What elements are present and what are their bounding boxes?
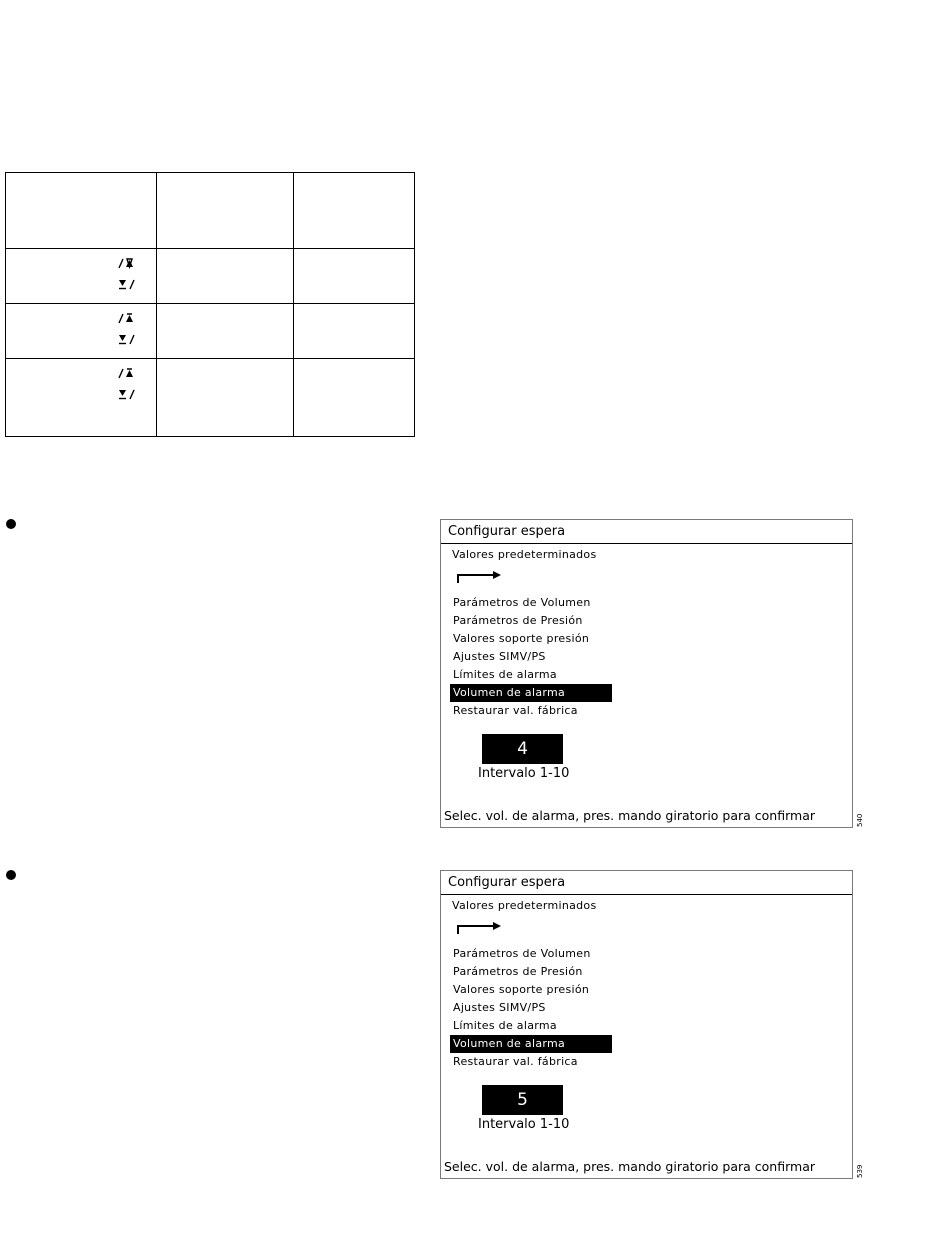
- settings-table: [5, 172, 415, 437]
- table-row-divider: [6, 248, 414, 249]
- decrease-key-icon: [118, 388, 136, 400]
- table-column-divider: [293, 173, 294, 436]
- settings-menu: [450, 945, 612, 1071]
- screen-title-bar: [441, 871, 852, 895]
- menu-item-simv-ps[interactable]: Ajustes SIMV/PS: [453, 1001, 546, 1014]
- table-row-divider: [6, 358, 414, 359]
- arrow-right-icon: [455, 569, 503, 583]
- range-label: Intervalo 1-10: [478, 766, 570, 781]
- step-bullet: [6, 870, 16, 880]
- menu-item-pressure-params[interactable]: Parámetros de Presión: [453, 614, 583, 627]
- screen-title: Configurar espera: [448, 875, 566, 890]
- step-bullet: [6, 519, 16, 529]
- defaults-label: Valores predeterminados: [452, 899, 597, 912]
- menu-item-pressure-support[interactable]: Valores soporte presión: [453, 632, 590, 645]
- menu-item-restore-defaults[interactable]: Restaurar val. fábrica: [453, 1055, 578, 1068]
- menu-item-simv-ps[interactable]: Ajustes SIMV/PS: [453, 650, 546, 663]
- figure-number: 539: [856, 1164, 864, 1178]
- arrow-right-icon: [455, 920, 503, 934]
- hint-text: Selec. vol. de alarma, pres. mando giratorio para confirmar: [444, 1159, 815, 1174]
- menu-item-pressure-support[interactable]: Valores soporte presión: [453, 983, 590, 996]
- range-label: Intervalo 1-10: [478, 1117, 570, 1132]
- decrease-key-icon: [118, 278, 136, 290]
- screen-title: Configurar espera: [448, 524, 566, 539]
- table-column-divider: [156, 173, 157, 436]
- standby-config-screen: [440, 519, 853, 828]
- menu-item-volume-params[interactable]: Parámetros de Volumen: [453, 947, 591, 960]
- figure-number: 540: [856, 813, 864, 827]
- alarm-volume-value[interactable]: 4: [482, 734, 563, 764]
- defaults-label: Valores predeterminados: [452, 548, 597, 561]
- table-row-divider: [6, 303, 414, 304]
- decrease-key-icon: [118, 333, 136, 345]
- menu-item-volume-params[interactable]: Parámetros de Volumen: [453, 596, 591, 609]
- increase-key-icon: [118, 312, 136, 324]
- menu-item-restore-defaults[interactable]: Restaurar val. fábrica: [453, 704, 578, 717]
- menu-item-alarm-volume[interactable]: Volumen de alarma: [450, 684, 612, 702]
- menu-item-alarm-limits[interactable]: Límites de alarma: [453, 668, 557, 681]
- menu-item-pressure-params[interactable]: Parámetros de Presión: [453, 965, 583, 978]
- menu-item-alarm-limits[interactable]: Límites de alarma: [453, 1019, 557, 1032]
- hint-text: Selec. vol. de alarma, pres. mando giratorio para confirmar: [444, 808, 815, 823]
- screen-title-bar: [441, 520, 852, 544]
- increase-key-icon: [118, 257, 136, 269]
- standby-config-screen: [440, 870, 853, 1179]
- alarm-volume-value[interactable]: 5: [482, 1085, 563, 1115]
- menu-item-alarm-volume[interactable]: Volumen de alarma: [450, 1035, 612, 1053]
- settings-menu: [450, 594, 612, 720]
- increase-key-icon: [118, 367, 136, 379]
